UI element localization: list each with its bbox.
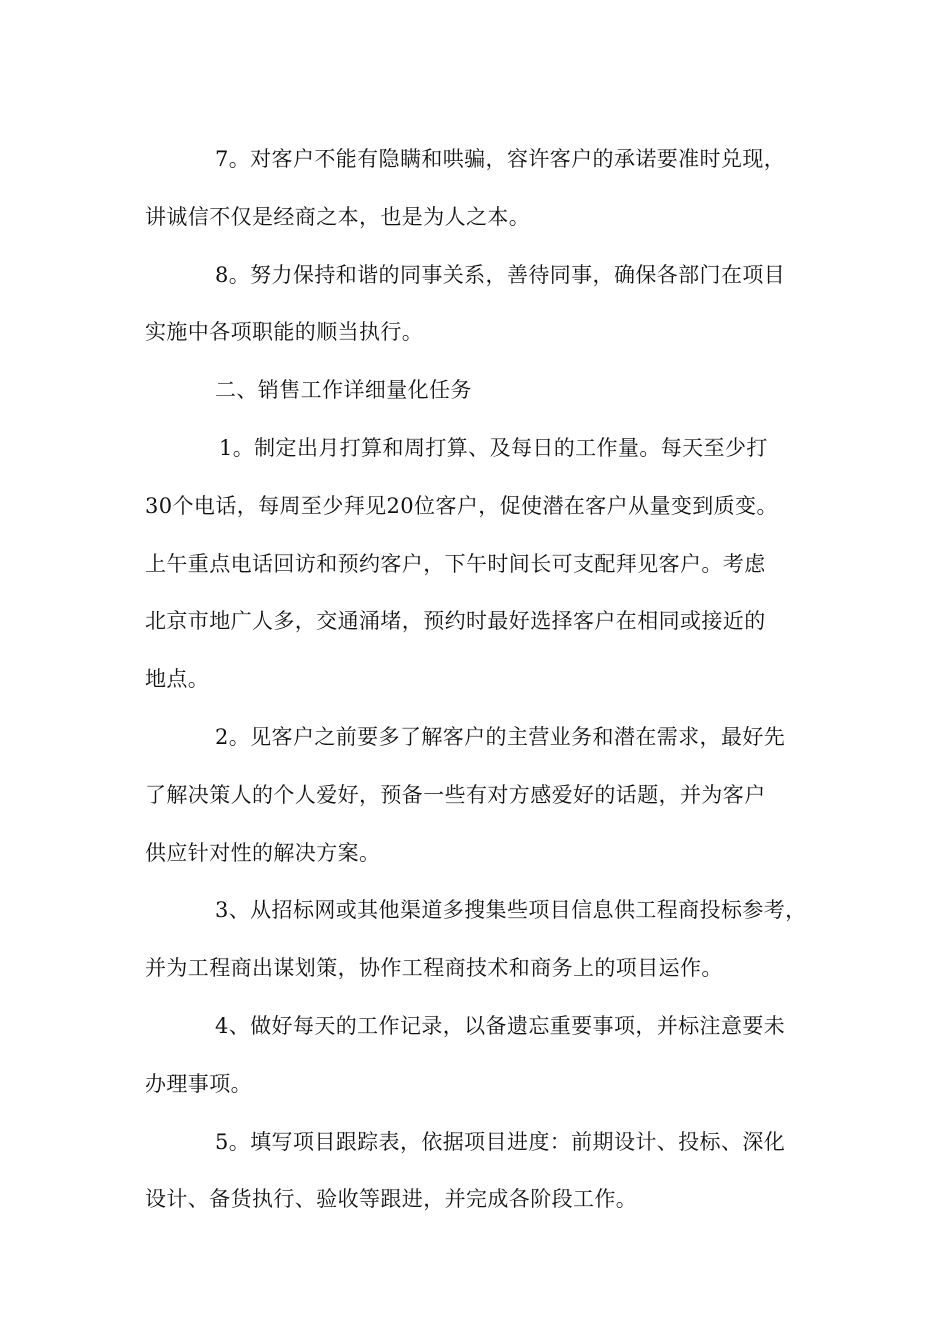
item-5-line-2: 设计、备货执行、验收等跟进，并完成各阶段工作。 xyxy=(145,1187,638,1212)
item-2-line-3: 供应针对性的解决方案。 xyxy=(145,840,381,865)
paragraph-7-line-2: 讲诚信不仅是经商之本，也是为人之本。 xyxy=(145,204,531,229)
item-3-line-1: 3、从招标网或其他渠道多搜集些项目信息供工程商投标参考， xyxy=(215,898,807,923)
item-2-line-2: 了解决策人的个人爱好，预备一些有对方感爱好的话题，并为客户 xyxy=(145,782,766,807)
paragraph-8-line-1: 8。努力保持和谐的同事关系，善待同事，确保各部门在项目 xyxy=(215,262,786,287)
paragraph-8-line-2: 实施中各项职能的顺当执行。 xyxy=(145,320,424,345)
item-1-line-4: 北京市地广人多，交通涌堵，预约时最好选择客户在相同或接近的 xyxy=(145,609,766,634)
paragraph-7-line-1: 7。对客户不能有隐瞒和哄骗，容许客户的承诺要准时兑现， xyxy=(215,147,786,171)
section-heading: 二、销售工作详细量化任务 xyxy=(215,378,472,403)
item-4-line-2: 办理事项。 xyxy=(145,1071,252,1096)
item-1-line-3: 上午重点电话回访和预约客户，下午时间长可支配拜见客户。考虑 xyxy=(145,551,766,576)
item-1-line-5: 地点。 xyxy=(145,667,210,692)
item-2-line-1: 2。见客户之前要多了解客户的主营业务和潜在需求，最好先 xyxy=(215,724,786,749)
item-1-line-1: 1。制定出月打算和周打算、及每日的工作量。每天至少打 xyxy=(219,435,768,460)
item-1-line-2: 30个电话，每周至少拜见20位客户，促使潜在客户从量变到质变。 xyxy=(145,493,778,518)
item-4-line-1: 4、做好每天的工作记录，以备遗忘重要事项，并标注意要未 xyxy=(215,1013,786,1038)
document-body xyxy=(145,131,810,1229)
item-3-line-2: 并为工程商出谋划策，协作工程商技术和商务上的项目运作。 xyxy=(145,956,723,981)
item-5-line-1: 5。填写项目跟踪表，依据项目进度：前期设计、投标、深化 xyxy=(215,1129,786,1154)
